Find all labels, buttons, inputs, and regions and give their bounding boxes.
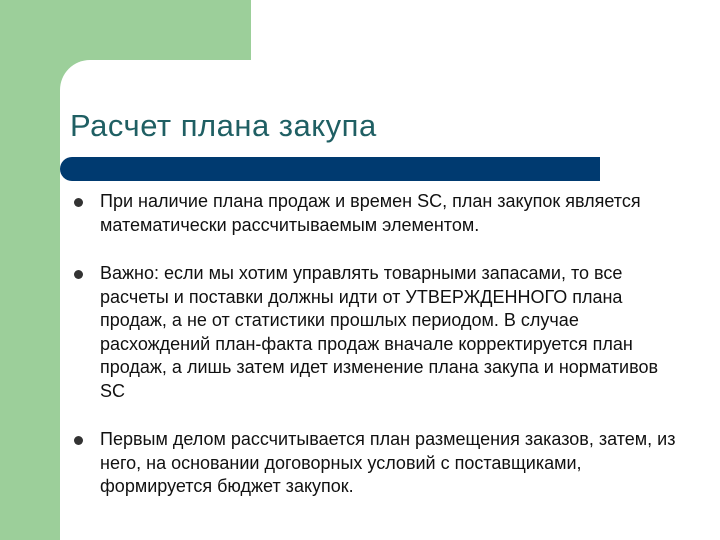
bullet-dot-icon: [74, 198, 83, 207]
bullet-list: [72, 190, 682, 499]
bullet-text: Важно: если мы хотим управлять товарными запасами, то все расчеты и поставки должны идти от УТВЕРЖДЕННОГО плана продаж, а не от статистики прошлых периодом. В случае расхождений план-факта продаж вначале корректируется план продаж, а лишь затем идет изменение плана закупа и нормативов SC: [100, 263, 659, 401]
bullet-dot-icon: [74, 270, 83, 279]
bullet-dot-icon: [74, 436, 83, 445]
title-underline-bar: [60, 157, 600, 181]
bullet-text: Первым делом рассчитывается план размещения заказов, затем, из него, на основании договорных условий с поставщиками, формируется бюджет закупок.: [100, 429, 676, 496]
bullet-item: [72, 428, 682, 499]
bullet-item: [72, 190, 682, 237]
bullet-text: При наличие плана продаж и времен SC, план закупок является математически рассчитываемым элементом.: [100, 191, 641, 235]
bullet-item: [72, 262, 682, 403]
slide-title: Расчет плана закупа: [70, 108, 377, 143]
